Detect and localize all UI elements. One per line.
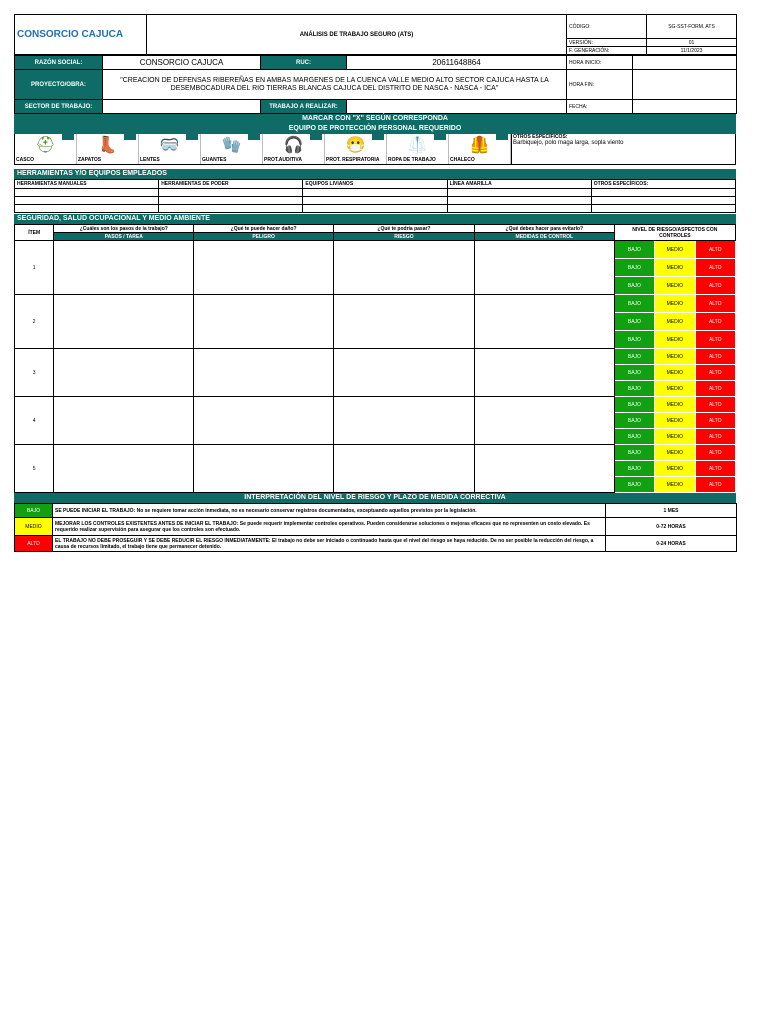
risk-level-bajo[interactable]: BAJO	[614, 397, 654, 413]
sector-value[interactable]	[103, 100, 261, 114]
item-number: 1	[15, 241, 54, 295]
interp-bajo-plazo: 1 MES	[606, 504, 737, 518]
tool-cell[interactable]	[447, 189, 591, 197]
sso-cell[interactable]	[54, 241, 194, 295]
interp-alto-text: EL TRABAJO NO DEBE PROSEGUIR Y SE DEBE REDUCIR EL RIESGO INMEDIATAMENTE: El trabajo no debe ser iniciado o continuado hasta que el nivel del riesgo se haya reducido. De no ser posible la reducción del riesgo, a causa de recursos limitado, el trabajo tiene que permanecer detenido.	[53, 536, 606, 552]
risk-level-bajo[interactable]: BAJO	[614, 429, 654, 445]
ruc-label: RUC:	[261, 56, 347, 70]
question-pasos: ¿Cuáles son los pasos de la trabajo?	[54, 225, 194, 233]
epp-label: CASCO	[16, 157, 35, 163]
tools-col-poder: HERRAMIENTAS DE PODER	[159, 180, 303, 189]
header-pasos: PASOS / TAREA	[54, 233, 194, 241]
proyecto-value[interactable]: "CREACION DE DEFENSAS RIBEREÑAS EN AMBAS MARGENES DE LA CUENCA VALLE MEDIO ALTO SECTOR CAJUCA HASTA LA DESEMBOCADURA DEL RIO TIERRAS BLANCAS CAJUCA DEL DISTRITO DE NASCA - NASCA - ICA"	[103, 70, 567, 100]
tool-cell[interactable]	[15, 189, 159, 197]
risk-level-medio[interactable]: MEDIO	[655, 445, 695, 461]
sso-title: SEGURIDAD, SALUD OCUPACIONAL Y MEDIO AMBIENTE	[14, 214, 736, 224]
nivel-header: NIVEL DE RIESGO/ASPECTOS CON CONTROLES	[614, 225, 735, 241]
respirator-icon: 😷	[345, 137, 366, 154]
tools-col-livianos: EQUIPOS LIVIANOS	[303, 180, 447, 189]
interp-alto-tag: ALTO	[15, 536, 53, 552]
marcar-bar: MARCAR CON "X" SEGÚN CORRESPONDA	[14, 114, 736, 124]
tools-table	[14, 179, 736, 213]
epp-otros-label: OTROS ESPECÍFICOS:	[513, 134, 568, 140]
tools-col-linea: LÍNEA AMARILLA	[447, 180, 591, 189]
risk-level-alto[interactable]: ALTO	[695, 413, 736, 429]
tool-cell[interactable]	[303, 189, 447, 197]
risk-level-bajo[interactable]: BAJO	[614, 349, 654, 365]
epp-ropa[interactable]	[387, 134, 449, 164]
risk-level-bajo[interactable]: BAJO	[614, 365, 654, 381]
version-value: 01	[647, 39, 737, 47]
epp-guantes[interactable]	[201, 134, 263, 164]
risk-level-alto[interactable]: ALTO	[695, 313, 736, 331]
trabajo-value[interactable]	[347, 100, 567, 114]
interp-medio-text: MEJORAR LOS CONTROLES EXISTENTES ANTES DE INICIAR EL TRABAJO: Se puede requerir implementar controles operativos. Pueden considerarse soluciones o mejoras eficaces que no representen un costo elevado. Es requerido realizar supervisión para asegurar que los controles son efectuado.	[53, 518, 606, 536]
risk-level-alto[interactable]: ALTO	[695, 331, 736, 349]
sso-table	[14, 224, 736, 493]
risk-level-alto[interactable]: ALTO	[695, 477, 736, 493]
tool-cell[interactable]	[159, 189, 303, 197]
interp-title: INTERPRETACIÓN DEL NIVEL DE RIESGO Y PLAZO DE MEDIDA CORRECTIVA	[14, 493, 736, 503]
header-peligro: PELIGRO	[194, 233, 334, 241]
tool-cell[interactable]	[303, 197, 447, 205]
tool-cell[interactable]	[591, 205, 735, 213]
sso-cell[interactable]	[474, 241, 614, 295]
risk-level-medio[interactable]: MEDIO	[655, 461, 695, 477]
risk-level-alto[interactable]: ALTO	[695, 295, 736, 313]
vest-icon: 🦺	[469, 137, 490, 154]
risk-level-alto[interactable]: ALTO	[695, 349, 736, 365]
risk-level-bajo[interactable]: BAJO	[614, 259, 654, 277]
trabajo-label: TRABAJO A REALIZAR:	[261, 100, 347, 114]
risk-level-bajo[interactable]: BAJO	[614, 445, 654, 461]
sso-cell[interactable]	[334, 445, 475, 493]
epp-label: CHALECO	[450, 157, 475, 163]
ruc-value[interactable]: 20611648864	[347, 56, 567, 70]
epp-title: EQUIPO DE PROTECCIÓN PERSONAL REQUERIDO	[14, 124, 736, 134]
sso-cell[interactable]	[334, 349, 475, 397]
sso-cell[interactable]	[194, 295, 334, 349]
codigo-label: CÓDIGO:	[567, 15, 647, 39]
sso-cell[interactable]	[54, 397, 194, 445]
epp-otros-value[interactable]: Barbiquejo, polo maga larga, sopla viento	[513, 140, 624, 146]
fecha-label: FECHA:	[567, 100, 633, 114]
sso-cell[interactable]	[474, 445, 614, 493]
codigo-value: SG-SST-FORM. ATS	[647, 15, 737, 39]
goggles-icon: 🥽	[159, 137, 180, 154]
header-medidas: MEDIDAS DE CONTROL	[474, 233, 614, 241]
risk-level-medio[interactable]: MEDIO	[655, 313, 695, 331]
tool-cell[interactable]	[591, 197, 735, 205]
risk-level-medio[interactable]: MEDIO	[655, 397, 695, 413]
sector-label: SECTOR DE TRABAJO:	[15, 100, 103, 114]
razon-value[interactable]: CONSORCIO CAJUCA	[103, 56, 261, 70]
epp-chaleco[interactable]	[449, 134, 511, 164]
sso-cell[interactable]	[54, 445, 194, 493]
epp-row	[14, 134, 736, 165]
coverall-icon: 🥼	[407, 137, 428, 154]
risk-level-medio[interactable]: MEDIO	[655, 365, 695, 381]
sso-cell[interactable]	[474, 295, 614, 349]
tool-cell[interactable]	[159, 197, 303, 205]
company-logo-text: CONSORCIO CAJUCA	[15, 15, 147, 55]
risk-level-alto[interactable]: ALTO	[695, 277, 736, 295]
risk-level-medio[interactable]: MEDIO	[655, 413, 695, 429]
sso-cell[interactable]	[194, 397, 334, 445]
fgen-value: 11/1/2023	[647, 47, 737, 55]
sso-cell[interactable]	[54, 349, 194, 397]
risk-level-bajo[interactable]: BAJO	[614, 295, 654, 313]
sso-cell[interactable]	[54, 295, 194, 349]
tool-cell[interactable]	[303, 205, 447, 213]
interp-table	[14, 503, 737, 552]
razon-label: RAZÓN SOCIAL:	[15, 56, 103, 70]
header-riesgo: RIESGO	[334, 233, 475, 241]
risk-level-alto[interactable]: ALTO	[695, 365, 736, 381]
epp-label: GUANTES	[202, 157, 227, 163]
risk-level-alto[interactable]: ALTO	[695, 259, 736, 277]
tool-cell[interactable]	[159, 205, 303, 213]
item-number: 2	[15, 295, 54, 349]
risk-level-medio[interactable]: MEDIO	[655, 277, 695, 295]
question-peligro: ¿Qué te puede hacer daño?	[194, 225, 334, 233]
item-number: 4	[15, 397, 54, 445]
risk-level-medio[interactable]: MEDIO	[655, 429, 695, 445]
epp-otros[interactable]	[511, 134, 735, 164]
version-label: VERSIÓN:	[567, 39, 647, 47]
risk-level-bajo[interactable]: BAJO	[614, 313, 654, 331]
item-header: ÍTEM	[15, 225, 54, 241]
ats-form	[14, 14, 736, 552]
risk-level-bajo[interactable]: BAJO	[614, 477, 654, 493]
epp-lentes[interactable]	[139, 134, 201, 164]
epp-label: PROT. RESPIRATORIA	[326, 157, 380, 163]
interp-bajo-tag: BAJO	[15, 504, 53, 518]
risk-level-alto[interactable]: ALTO	[695, 241, 736, 259]
item-number: 3	[15, 349, 54, 397]
sso-cell[interactable]	[194, 445, 334, 493]
tool-cell[interactable]	[447, 205, 591, 213]
ear-protection-icon: 🎧	[283, 137, 304, 154]
risk-level-alto[interactable]: ALTO	[695, 429, 736, 445]
sso-cell[interactable]	[194, 241, 334, 295]
risk-level-alto[interactable]: ALTO	[695, 461, 736, 477]
proyecto-label: PROYECTO/OBRA:	[15, 70, 103, 100]
risk-level-medio[interactable]: MEDIO	[655, 295, 695, 313]
header-table	[14, 14, 737, 55]
risk-level-alto[interactable]: ALTO	[695, 397, 736, 413]
fecha-value[interactable]	[633, 100, 737, 114]
epp-label: ROPA DE TRABAJO	[388, 157, 436, 163]
sso-cell[interactable]	[334, 397, 475, 445]
gloves-icon: 🧤	[221, 137, 242, 154]
tool-cell[interactable]	[591, 189, 735, 197]
info-table	[14, 55, 737, 114]
fgen-label: F. GENERACIÓN:	[567, 47, 647, 55]
sso-cell[interactable]	[474, 397, 614, 445]
interp-medio-plazo: 0-72 HORAS	[606, 518, 737, 536]
risk-level-bajo[interactable]: BAJO	[614, 461, 654, 477]
sso-cell[interactable]	[334, 241, 475, 295]
tools-col-manuales: HERRAMIENTAS MANUALES	[15, 180, 159, 189]
interp-alto-plazo: 0-24 HORAS	[606, 536, 737, 552]
epp-casco[interactable]	[15, 134, 77, 164]
risk-level-medio[interactable]: MEDIO	[655, 259, 695, 277]
hora-fin-value[interactable]	[633, 70, 737, 100]
tools-title: HERRAMIENTAS Y/O EQUIPOS EMPLEADOS	[14, 169, 736, 179]
sso-cell[interactable]	[474, 349, 614, 397]
tool-cell[interactable]	[15, 205, 159, 213]
interp-medio-tag: MEDIO	[15, 518, 53, 536]
helmet-icon: ⛑	[35, 137, 56, 154]
item-number: 5	[15, 445, 54, 493]
epp-auditiva[interactable]	[263, 134, 325, 164]
boots-icon: 👢	[97, 137, 118, 154]
hora-fin-label: HORA FIN:	[567, 70, 633, 100]
sso-cell[interactable]	[334, 295, 475, 349]
epp-label: PROT.AUDITIVA	[264, 157, 302, 163]
tool-cell[interactable]	[447, 197, 591, 205]
risk-level-medio[interactable]: MEDIO	[655, 381, 695, 397]
risk-level-medio[interactable]: MEDIO	[655, 331, 695, 349]
epp-zapatos[interactable]	[77, 134, 139, 164]
risk-level-bajo[interactable]: BAJO	[614, 241, 654, 259]
hora-inicio-label: HORA INICIO:	[567, 56, 633, 70]
risk-level-bajo[interactable]: BAJO	[614, 277, 654, 295]
risk-level-medio[interactable]: MEDIO	[655, 349, 695, 365]
epp-label: ZAPATOS	[78, 157, 102, 163]
question-riesgo: ¿Qué te podría pasar?	[334, 225, 475, 233]
sso-cell[interactable]	[194, 349, 334, 397]
question-medidas: ¿Qué debes hacer para evitarlo?	[474, 225, 614, 233]
epp-respiratoria[interactable]	[325, 134, 387, 164]
risk-level-bajo[interactable]: BAJO	[614, 331, 654, 349]
tool-cell[interactable]	[15, 197, 159, 205]
risk-level-medio[interactable]: MEDIO	[655, 477, 695, 493]
hora-inicio-value[interactable]	[633, 56, 737, 70]
risk-level-bajo[interactable]: BAJO	[614, 413, 654, 429]
tools-col-otros: OTROS ESPECÍFICOS:	[591, 180, 735, 189]
risk-level-bajo[interactable]: BAJO	[614, 381, 654, 397]
epp-label: LENTES	[140, 157, 160, 163]
risk-level-alto[interactable]: ALTO	[695, 445, 736, 461]
form-title: ANÁLISIS DE TRABAJO SEGURO (ATS)	[147, 15, 567, 55]
risk-level-medio[interactable]: MEDIO	[655, 241, 695, 259]
risk-level-alto[interactable]: ALTO	[695, 381, 736, 397]
interp-bajo-text: SE PUEDE INICIAR EL TRABAJO: No se requiere tomar acción inmediata, no es necesario conservar registros documentados, exceptuando aquellos previstos por la legislación.	[53, 504, 606, 518]
